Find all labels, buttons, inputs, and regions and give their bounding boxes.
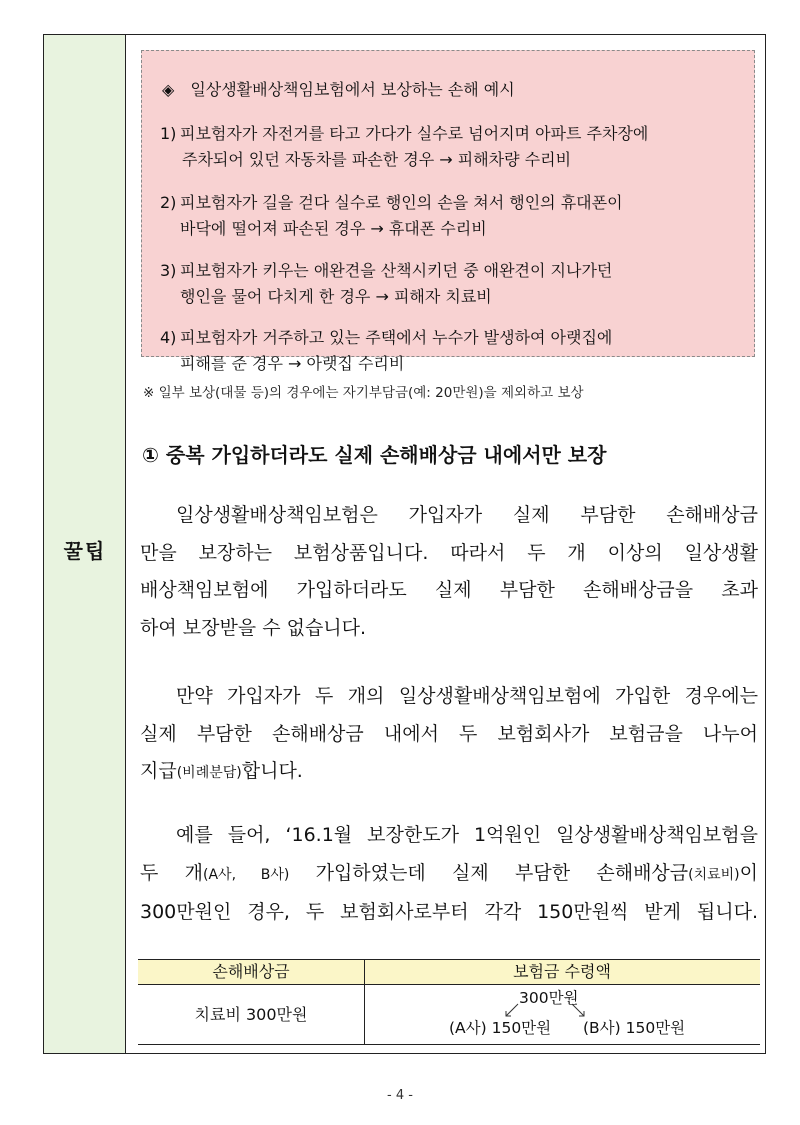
example-item-number: 2) [160, 193, 177, 212]
payout-company-a: (A사) 150만원 [449, 1019, 552, 1037]
example-item-text: 피보험자가 길을 걷다 실수로 행인의 손을 쳐서 행인의 휴대폰이 바닥에 떨어져 파손된 경우 → 휴대폰 수리비 [180, 193, 623, 238]
paragraph-3: 예를 들어, ‘16.1월 보장한도가 1억원인 일상생활배상책임보험을 두 개(A사, B사) 가입하였는데 실제 부담한 손해배상금(치료비)이 300만원인 경우, 두 보험회사로부터 각각 150만원씩 받게 됩니다. [140, 824, 758, 923]
example-box [141, 50, 755, 373]
example-title-text: 일상생활배상책임보험에서 보상하는 손해 예시 [190, 80, 515, 99]
example-title [162, 77, 515, 100]
section-heading: ① 중복 가입하더라도 실제 손해배상금 내에서만 보장 [142, 443, 607, 467]
tip-sidebar [44, 35, 126, 1053]
tip-frame [43, 34, 766, 1054]
table-divider [364, 984, 365, 1045]
tip-content [126, 35, 765, 1053]
example-item-number: 1) [160, 124, 177, 143]
tip-label: 꿀팁 [63, 539, 107, 563]
table-row-label: 치료비 300만원 [194, 1005, 308, 1024]
payout-total: 300만원 [519, 989, 579, 1007]
example-item-text: 피보험자가 거주하고 있는 주택에서 누수가 발생하여 아랫집에 피해를 준 경우 → 아랫집 수리비 [180, 328, 613, 373]
example-item-number: 4) [160, 328, 177, 347]
payout-table [138, 959, 760, 1045]
paragraph-2: 만약 가입자가 두 개의 일상생활배상책임보험에 가입한 경우에는 실제 부담한 손해배상금 내에서 두 보험회사가 보험금을 나누어 지급(비례분담)합니다. [140, 685, 758, 782]
table-header-payout: 보험금 수령액 [513, 962, 611, 981]
page-number: - 4 - [387, 1088, 413, 1103]
table-header-row [138, 960, 760, 985]
diamond-bullet-icon: ◈ [162, 80, 175, 99]
example-item-number: 3) [160, 261, 177, 280]
table-header-damages: 손해배상금 [138, 960, 365, 984]
paragraph-1: 일상생활배상책임보험은 가입자가 실제 부담한 손해배상금 만을 보장하는 보험상품입니다. 따라서 두 개 이상의 일상생활 배상책임보험에 가입하더라도 실제 부담한 손해배상금을 초과 하여 보장받을 수 없습니다. [140, 504, 758, 639]
deductible-note: ※ 일부 보상(대물 등)의 경우에는 자기부담금(예: 20만원)을 제외하고 보상 [143, 385, 584, 401]
example-item-text: 피보험자가 키우는 애완견을 산책시키던 중 애완견이 지나가던 행인을 물어 다치게 한 경우 → 피해자 치료비 [180, 261, 613, 306]
payout-company-b: (B사) 150만원 [583, 1019, 686, 1037]
example-item-text: 피보험자가 자전거를 타고 가다가 실수로 넘어지며 아파트 주차장에 주차되어 있던 자동차를 파손한 경우 → 피해차량 수리비 [180, 124, 649, 169]
